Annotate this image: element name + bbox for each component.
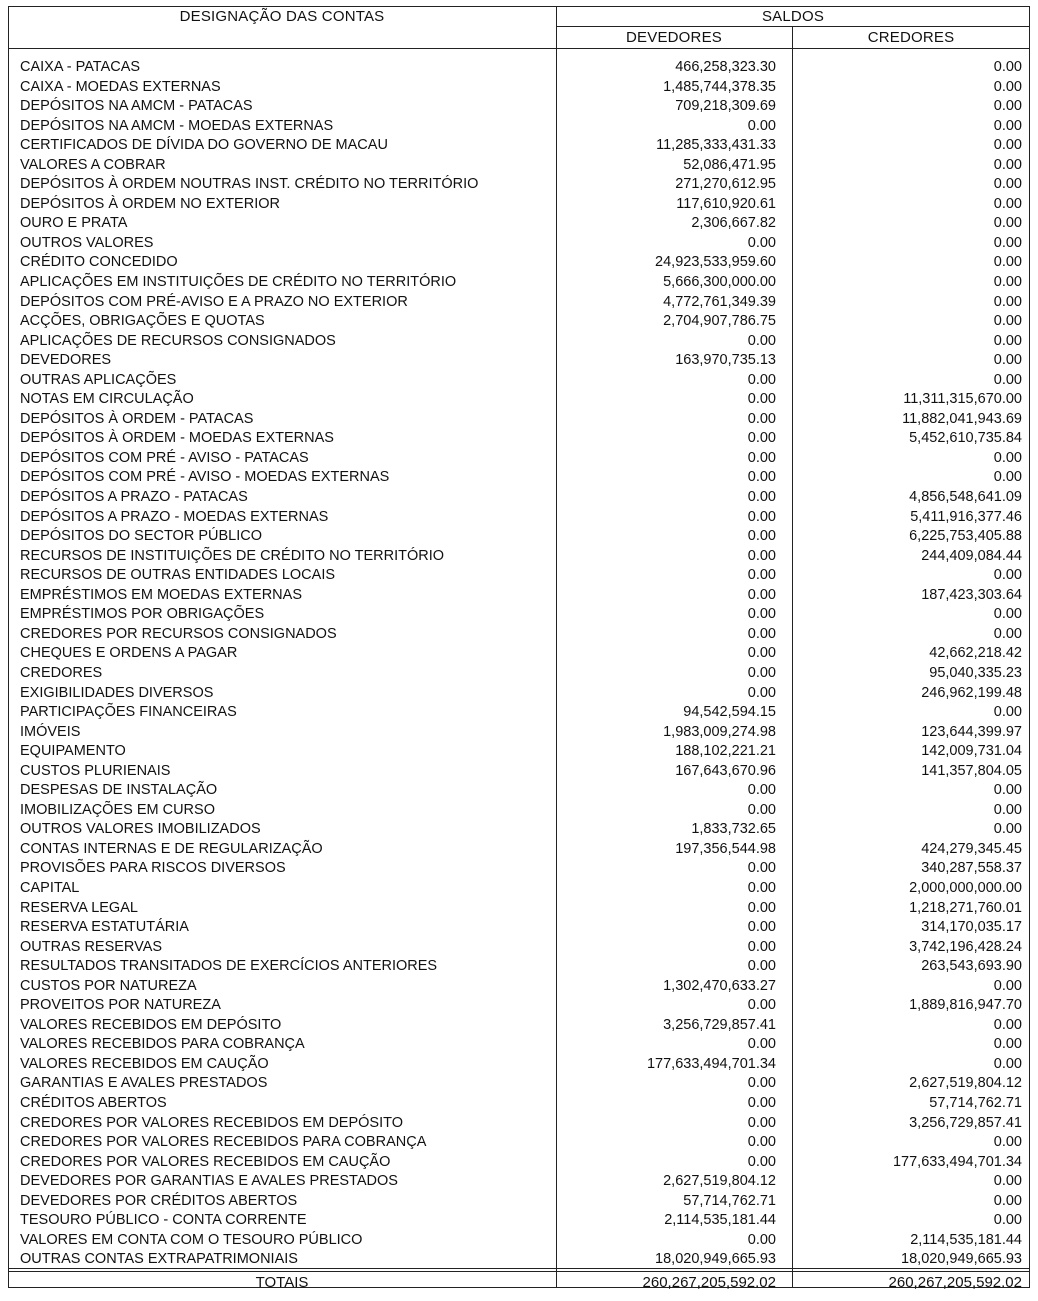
devedores-value: 0.00 bbox=[747, 958, 776, 975]
account-name: DEPÓSITOS À ORDEM - PATACAS bbox=[20, 410, 254, 427]
devedores-value: 0.00 bbox=[747, 1134, 776, 1151]
credores-value: 2,114,535,181.44 bbox=[910, 1231, 1022, 1248]
account-name: CREDORES POR VALORES RECEBIDOS PARA COBRANÇA bbox=[20, 1134, 427, 1151]
table-row bbox=[8, 977, 1030, 997]
table-row bbox=[8, 1172, 1030, 1192]
devedores-value: 0.00 bbox=[747, 625, 776, 642]
credores-value: 244,409,084.44 bbox=[921, 547, 1022, 564]
account-name: VALORES EM CONTA COM O TESOURO PÚBLICO bbox=[20, 1231, 363, 1248]
devedores-value: 197,356,544.98 bbox=[675, 840, 776, 857]
saldos-subheader-line bbox=[556, 26, 1030, 27]
devedores-value: 1,302,470,633.27 bbox=[663, 977, 776, 994]
table-row bbox=[8, 1153, 1030, 1173]
credores-value: 0.00 bbox=[993, 332, 1022, 349]
account-name: DEPÓSITOS DO SECTOR PÚBLICO bbox=[20, 528, 262, 545]
devedores-value: 0.00 bbox=[747, 1114, 776, 1131]
devedores-value: 163,970,735.13 bbox=[675, 352, 776, 369]
account-name: DEVEDORES POR CRÉDITOS ABERTOS bbox=[20, 1192, 298, 1209]
devedores-value: 0.00 bbox=[747, 586, 776, 603]
account-name: DEPÓSITOS COM PRÉ-AVISO E A PRAZO NO EXTERIOR bbox=[20, 293, 408, 310]
table-row bbox=[8, 1094, 1030, 1114]
table-row bbox=[8, 390, 1030, 410]
table-row bbox=[8, 156, 1030, 176]
devedores-value: 271,270,612.95 bbox=[675, 176, 776, 193]
balance-table bbox=[8, 6, 1030, 1291]
account-name: DEVEDORES bbox=[20, 352, 112, 369]
account-name: APLICAÇÕES EM INSTITUIÇÕES DE CRÉDITO NO TERRITÓRIO bbox=[20, 274, 457, 291]
table-row bbox=[8, 117, 1030, 137]
credores-value: 1,218,271,760.01 bbox=[909, 899, 1022, 916]
table-row bbox=[8, 312, 1030, 332]
header-devedores: DEVEDORES bbox=[626, 29, 722, 46]
devedores-value: 0.00 bbox=[747, 469, 776, 486]
table-row bbox=[8, 527, 1030, 547]
table-row bbox=[8, 58, 1030, 78]
credores-value: 142,009,731.04 bbox=[921, 743, 1022, 760]
table-row bbox=[8, 703, 1030, 723]
credores-value: 0.00 bbox=[993, 137, 1022, 154]
devedores-value: 0.00 bbox=[747, 430, 776, 447]
account-name: VALORES A COBRAR bbox=[20, 156, 166, 173]
devedores-value: 0.00 bbox=[747, 938, 776, 955]
devedores-value: 0.00 bbox=[747, 1153, 776, 1170]
table-row bbox=[8, 175, 1030, 195]
account-name: TESOURO PÚBLICO - CONTA CORRENTE bbox=[20, 1212, 307, 1229]
credores-value: 0.00 bbox=[993, 1192, 1022, 1209]
table-row bbox=[8, 1074, 1030, 1094]
account-name: OUTRAS CONTAS EXTRAPATRIMONIAIS bbox=[20, 1251, 298, 1268]
account-name: DEPÓSITOS COM PRÉ - AVISO - MOEDAS EXTERNAS bbox=[20, 469, 390, 486]
devedores-value: 0.00 bbox=[747, 234, 776, 251]
table-row bbox=[8, 97, 1030, 117]
credores-value: 11,882,041,943.69 bbox=[902, 410, 1022, 427]
devedores-value: 117,610,920.61 bbox=[676, 195, 776, 212]
devedores-value: 57,714,762.71 bbox=[683, 1192, 776, 1209]
credores-value: 2,627,519,804.12 bbox=[909, 1075, 1022, 1092]
devedores-value: 0.00 bbox=[747, 489, 776, 506]
account-name: CUSTOS POR NATUREZA bbox=[20, 977, 197, 994]
devedores-value: 0.00 bbox=[747, 860, 776, 877]
account-name: RECURSOS DE INSTITUIÇÕES DE CRÉDITO NO TERRITÓRIO bbox=[20, 547, 445, 564]
table-row bbox=[8, 273, 1030, 293]
table-row bbox=[8, 684, 1030, 704]
table-row bbox=[8, 214, 1030, 234]
table-row bbox=[8, 625, 1030, 645]
credores-value: 18,020,949,665.93 bbox=[901, 1251, 1022, 1268]
account-name: DESPESAS DE INSTALAÇÃO bbox=[20, 782, 218, 799]
credores-value: 0.00 bbox=[993, 117, 1022, 134]
account-name: CUSTOS PLURIENAIS bbox=[20, 762, 171, 779]
credores-value: 0.00 bbox=[993, 977, 1022, 994]
devedores-value: 0.00 bbox=[747, 547, 776, 564]
account-name: CHEQUES E ORDENS A PAGAR bbox=[20, 645, 238, 662]
account-name: DEPÓSITOS À ORDEM - MOEDAS EXTERNAS bbox=[20, 430, 334, 447]
account-name: DEPÓSITOS À ORDEM NO EXTERIOR bbox=[20, 195, 280, 212]
credores-value: 0.00 bbox=[993, 98, 1022, 115]
table-row bbox=[8, 468, 1030, 488]
table-row bbox=[8, 801, 1030, 821]
totals-credores: 260,267,205,592.02 bbox=[888, 1274, 1022, 1291]
devedores-value: 2,704,907,786.75 bbox=[663, 313, 776, 330]
credores-value: 340,287,558.37 bbox=[921, 860, 1022, 877]
table-row bbox=[8, 664, 1030, 684]
devedores-value: 0.00 bbox=[747, 1231, 776, 1248]
credores-value: 3,256,729,857.41 bbox=[909, 1114, 1022, 1131]
credores-value: 0.00 bbox=[993, 449, 1022, 466]
devedores-value: 3,256,729,857.41 bbox=[663, 1016, 776, 1033]
table-row bbox=[8, 840, 1030, 860]
credores-value: 263,543,693.90 bbox=[921, 958, 1022, 975]
devedores-value: 2,114,535,181.44 bbox=[664, 1212, 776, 1229]
devedores-value: 0.00 bbox=[747, 899, 776, 916]
devedores-value: 466,258,323.30 bbox=[675, 59, 776, 75]
devedores-value: 0.00 bbox=[747, 997, 776, 1014]
devedores-value: 24,923,533,959.60 bbox=[655, 254, 776, 271]
account-name: CERTIFICADOS DE DÍVIDA DO GOVERNO DE MACAU bbox=[20, 137, 388, 154]
devedores-value: 0.00 bbox=[747, 391, 776, 408]
credores-value: 0.00 bbox=[993, 293, 1022, 310]
devedores-value: 1,833,732.65 bbox=[691, 821, 776, 838]
table-row bbox=[8, 253, 1030, 273]
table-row bbox=[8, 351, 1030, 371]
table-row bbox=[8, 1035, 1030, 1055]
devedores-value: 0.00 bbox=[747, 1075, 776, 1092]
credores-value: 57,714,762.71 bbox=[929, 1094, 1022, 1111]
account-name: RESERVA LEGAL bbox=[20, 899, 138, 916]
credores-value: 0.00 bbox=[993, 1016, 1022, 1033]
credores-value: 0.00 bbox=[993, 254, 1022, 271]
account-name: IMÓVEIS bbox=[20, 723, 81, 740]
table-row bbox=[8, 136, 1030, 156]
credores-value: 246,962,199.48 bbox=[921, 684, 1022, 701]
credores-value: 5,452,610,735.84 bbox=[909, 430, 1022, 447]
account-name: IMOBILIZAÇÕES EM CURSO bbox=[20, 801, 215, 818]
credores-value: 0.00 bbox=[993, 78, 1022, 95]
table-row bbox=[8, 1192, 1030, 1212]
credores-value: 0.00 bbox=[993, 156, 1022, 173]
credores-value: 0.00 bbox=[993, 567, 1022, 584]
devedores-value: 0.00 bbox=[747, 1036, 776, 1053]
devedores-value: 177,633,494,701.34 bbox=[646, 1055, 776, 1072]
table-row bbox=[8, 371, 1030, 391]
devedores-value: 0.00 bbox=[747, 449, 776, 466]
devedores-value: 0.00 bbox=[747, 664, 776, 681]
account-name: VALORES RECEBIDOS PARA COBRANÇA bbox=[20, 1036, 305, 1053]
table-row bbox=[8, 879, 1030, 899]
table-row bbox=[8, 938, 1030, 958]
table-row bbox=[8, 1016, 1030, 1036]
account-name: CREDORES POR VALORES RECEBIDOS EM CAUÇÃO bbox=[20, 1153, 391, 1170]
credores-value: 0.00 bbox=[993, 1055, 1022, 1072]
devedores-value: 4,772,761,349.39 bbox=[663, 293, 776, 310]
table-row bbox=[8, 742, 1030, 762]
account-name: NOTAS EM CIRCULAÇÃO bbox=[20, 391, 194, 408]
account-name: DEPÓSITOS COM PRÉ - AVISO - PATACAS bbox=[20, 449, 309, 466]
account-rows bbox=[8, 58, 1030, 1270]
account-name: ACÇÕES, OBRIGAÇÕES E QUOTAS bbox=[20, 313, 265, 330]
table-row bbox=[8, 781, 1030, 801]
devedores-value: 167,643,670.96 bbox=[675, 762, 776, 779]
account-name: OUTRAS APLICAÇÕES bbox=[20, 371, 177, 388]
credores-value: 0.00 bbox=[993, 704, 1022, 721]
credores-value: 314,170,035.17 bbox=[921, 919, 1022, 936]
credores-value: 0.00 bbox=[993, 1173, 1022, 1190]
account-name: CREDORES bbox=[20, 664, 103, 681]
account-name: GARANTIAS E AVALES PRESTADOS bbox=[20, 1075, 268, 1092]
credores-value: 141,357,804.05 bbox=[921, 762, 1022, 779]
credores-value: 0.00 bbox=[993, 625, 1022, 642]
devedores-value: 0.00 bbox=[747, 606, 776, 623]
account-name: EMPRÉSTIMOS EM MOEDAS EXTERNAS bbox=[20, 586, 302, 603]
credores-value: 6,225,753,405.88 bbox=[909, 528, 1022, 545]
credores-value: 0.00 bbox=[993, 352, 1022, 369]
credores-value: 424,279,345.45 bbox=[921, 840, 1022, 857]
account-name: DEPÓSITOS NA AMCM - MOEDAS EXTERNAS bbox=[20, 117, 334, 134]
account-name: CAPITAL bbox=[20, 879, 80, 896]
table-row bbox=[8, 332, 1030, 352]
account-name: RESULTADOS TRANSITADOS DE EXERCÍCIOS ANTERIORES bbox=[20, 958, 438, 975]
table-row bbox=[8, 195, 1030, 215]
devedores-value: 709,218,309.69 bbox=[675, 98, 776, 115]
table-row bbox=[8, 644, 1030, 664]
devedores-value: 2,627,519,804.12 bbox=[663, 1173, 776, 1190]
table-row bbox=[8, 723, 1030, 743]
credores-value: 0.00 bbox=[993, 1212, 1022, 1229]
credores-value: 0.00 bbox=[993, 371, 1022, 388]
credores-value: 187,423,303.64 bbox=[921, 586, 1022, 603]
credores-value: 2,000,000,000.00 bbox=[909, 879, 1022, 896]
account-name: DEPÓSITOS À ORDEM NOUTRAS INST. CRÉDITO NO TERRITÓRIO bbox=[20, 176, 479, 193]
credores-value: 3,742,196,428.24 bbox=[909, 938, 1022, 955]
devedores-value: 188,102,221.21 bbox=[675, 743, 776, 760]
table-row bbox=[8, 1114, 1030, 1134]
table-row bbox=[8, 605, 1030, 625]
account-name: OURO E PRATA bbox=[20, 215, 128, 232]
account-name: APLICAÇÕES DE RECURSOS CONSIGNADOS bbox=[20, 332, 336, 349]
credores-value: 0.00 bbox=[993, 195, 1022, 212]
account-name: DEPÓSITOS NA AMCM - PATACAS bbox=[20, 98, 253, 115]
devedores-value: 5,666,300,000.00 bbox=[663, 274, 776, 291]
devedores-value: 0.00 bbox=[747, 1094, 776, 1111]
account-name: EMPRÉSTIMOS POR OBRIGAÇÕES bbox=[20, 606, 265, 623]
table-row bbox=[8, 293, 1030, 313]
devedores-value: 0.00 bbox=[747, 371, 776, 388]
table-row bbox=[8, 1250, 1030, 1270]
totals-row bbox=[8, 1272, 1030, 1294]
account-name: OUTROS VALORES IMOBILIZADOS bbox=[20, 821, 261, 838]
table-row bbox=[8, 429, 1030, 449]
header-saldos: SALDOS bbox=[761, 8, 825, 25]
table-row bbox=[8, 762, 1030, 782]
devedores-value: 0.00 bbox=[747, 684, 776, 701]
credores-value: 0.00 bbox=[993, 313, 1022, 330]
credores-value: 5,411,916,377.46 bbox=[910, 508, 1022, 525]
account-name: OUTROS VALORES bbox=[20, 234, 154, 251]
totals-label: TOTAIS bbox=[255, 1274, 309, 1291]
devedores-value: 0.00 bbox=[747, 919, 776, 936]
devedores-value: 1,983,009,274.98 bbox=[663, 723, 776, 740]
devedores-value: 0.00 bbox=[747, 782, 776, 799]
account-name: EXIGIBILIDADES DIVERSOS bbox=[20, 684, 214, 701]
account-name: RESERVA ESTATUTÁRIA bbox=[20, 919, 189, 936]
account-name: CAIXA - MOEDAS EXTERNAS bbox=[20, 78, 221, 95]
account-name: CRÉDITO CONCEDIDO bbox=[20, 254, 178, 271]
devedores-value: 1,485,744,378.35 bbox=[663, 78, 776, 95]
devedores-value: 94,542,594.15 bbox=[683, 704, 776, 721]
credores-value: 0.00 bbox=[993, 274, 1022, 291]
account-name: CONTAS INTERNAS E DE REGULARIZAÇÃO bbox=[20, 840, 323, 857]
credores-value: 0.00 bbox=[993, 215, 1022, 232]
devedores-value: 0.00 bbox=[747, 117, 776, 134]
totals-devedores: 260,267,205,592.02 bbox=[642, 1274, 776, 1291]
table-row bbox=[8, 78, 1030, 98]
credores-value: 1,889,816,947.70 bbox=[909, 997, 1022, 1014]
table-row bbox=[8, 586, 1030, 606]
credores-value: 0.00 bbox=[993, 606, 1022, 623]
account-name: DEPÓSITOS A PRAZO - PATACAS bbox=[20, 489, 248, 506]
credores-value: 11,311,315,670.00 bbox=[903, 391, 1022, 408]
account-name: RECURSOS DE OUTRAS ENTIDADES LOCAIS bbox=[20, 567, 336, 584]
account-name: EQUIPAMENTO bbox=[20, 743, 126, 760]
table-row bbox=[8, 957, 1030, 977]
table-row bbox=[8, 449, 1030, 469]
credores-value: 0.00 bbox=[993, 1036, 1022, 1053]
table-row bbox=[8, 996, 1030, 1016]
table-row bbox=[8, 547, 1030, 567]
table-row bbox=[8, 918, 1030, 938]
table-border-top bbox=[8, 6, 1030, 7]
devedores-value: 52,086,471.95 bbox=[683, 156, 776, 173]
table-row bbox=[8, 508, 1030, 528]
account-name: DEVEDORES POR GARANTIAS E AVALES PRESTADOS bbox=[20, 1173, 398, 1190]
credores-value: 0.00 bbox=[993, 782, 1022, 799]
devedores-value: 18,020,949,665.93 bbox=[655, 1251, 776, 1268]
table-row bbox=[8, 234, 1030, 254]
account-name: CRÉDITOS ABERTOS bbox=[20, 1094, 167, 1111]
table-row bbox=[8, 566, 1030, 586]
account-name: CAIXA - PATACAS bbox=[20, 59, 141, 75]
account-name: CREDORES POR VALORES RECEBIDOS EM DEPÓSITO bbox=[20, 1114, 403, 1131]
credores-value: 123,644,399.97 bbox=[921, 723, 1022, 740]
credores-value: 0.00 bbox=[993, 1134, 1022, 1151]
table-row bbox=[8, 410, 1030, 430]
credores-value: 4,856,548,641.09 bbox=[909, 489, 1022, 506]
account-name: VALORES RECEBIDOS EM CAUÇÃO bbox=[20, 1055, 269, 1072]
devedores-value: 0.00 bbox=[747, 528, 776, 545]
devedores-value: 0.00 bbox=[747, 332, 776, 349]
credores-value: 0.00 bbox=[993, 801, 1022, 818]
devedores-value: 0.00 bbox=[747, 879, 776, 896]
devedores-value: 0.00 bbox=[747, 645, 776, 662]
credores-value: 0.00 bbox=[993, 234, 1022, 251]
devedores-value: 0.00 bbox=[747, 801, 776, 818]
account-name: DEPÓSITOS A PRAZO - MOEDAS EXTERNAS bbox=[20, 508, 329, 525]
credores-value: 0.00 bbox=[993, 176, 1022, 193]
header-bottom-line bbox=[8, 48, 1030, 49]
table-row bbox=[8, 859, 1030, 879]
table-row bbox=[8, 488, 1030, 508]
account-name: OUTRAS RESERVAS bbox=[20, 938, 163, 955]
table-row bbox=[8, 1055, 1030, 1075]
table-row bbox=[8, 820, 1030, 840]
credores-value: 0.00 bbox=[993, 469, 1022, 486]
devedores-value: 0.00 bbox=[747, 567, 776, 584]
account-name: PROVEITOS POR NATUREZA bbox=[20, 997, 221, 1014]
credores-value: 0.00 bbox=[993, 59, 1022, 75]
devedores-value: 0.00 bbox=[747, 508, 776, 525]
credores-value: 42,662,218.42 bbox=[929, 645, 1022, 662]
devedores-value: 0.00 bbox=[747, 410, 776, 427]
header-credores: CREDORES bbox=[867, 29, 955, 46]
table-row bbox=[8, 1211, 1030, 1231]
account-name: PARTICIPAÇÕES FINANCEIRAS bbox=[20, 704, 237, 721]
header-account: DESIGNAÇÃO DAS CONTAS bbox=[179, 8, 385, 25]
account-name: VALORES RECEBIDOS EM DEPÓSITO bbox=[20, 1016, 282, 1033]
devedores-value: 11,285,333,431.33 bbox=[656, 137, 776, 154]
credores-value: 95,040,335.23 bbox=[929, 664, 1022, 681]
credores-value: 0.00 bbox=[993, 821, 1022, 838]
table-row bbox=[8, 1133, 1030, 1153]
account-name: PROVISÕES PARA RISCOS DIVERSOS bbox=[20, 860, 286, 877]
account-name: CREDORES POR RECURSOS CONSIGNADOS bbox=[20, 625, 337, 642]
table-row bbox=[8, 899, 1030, 919]
credores-value: 177,633,494,701.34 bbox=[892, 1153, 1022, 1170]
devedores-value: 2,306,667.82 bbox=[691, 215, 776, 232]
table-row bbox=[8, 1231, 1030, 1251]
